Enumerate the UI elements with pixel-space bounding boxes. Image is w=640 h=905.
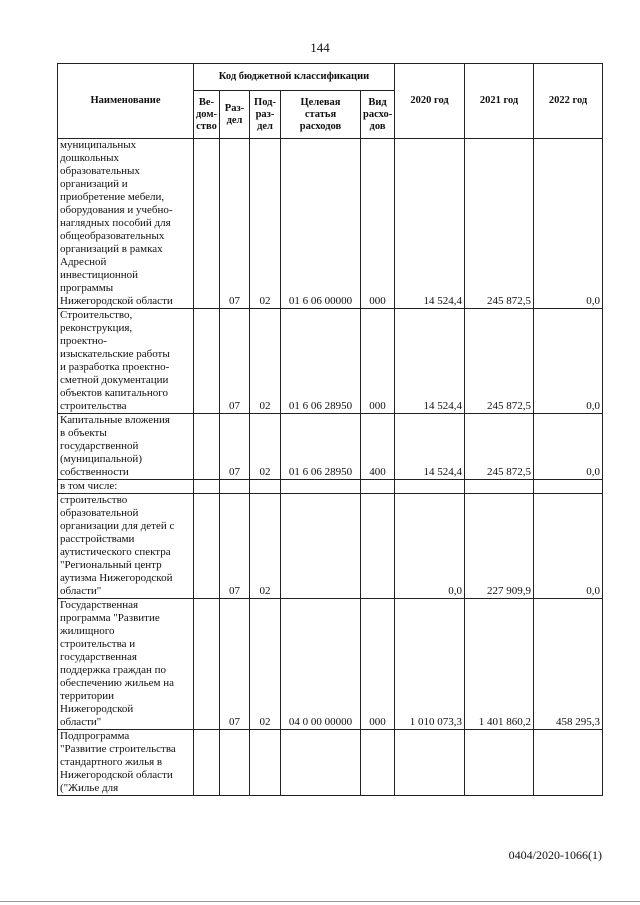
table-row xyxy=(58,309,603,414)
row-razdel xyxy=(220,730,250,796)
row-name: Строительство, реконструкция, проектно- изыскательские работы и разработка проектно- сметной документации объектов капитального строительства xyxy=(58,309,194,414)
row-podrazdel xyxy=(250,730,281,796)
table-row xyxy=(58,599,603,730)
row-target: 01 6 06 00000 xyxy=(281,139,361,309)
row-2021 xyxy=(465,730,534,796)
row-target: 04 0 00 00000 xyxy=(281,599,361,730)
row-vid xyxy=(361,480,395,494)
row-ved xyxy=(194,599,220,730)
row-2022 xyxy=(534,480,603,494)
row-podrazdel: 02 xyxy=(250,309,281,414)
row-ved xyxy=(194,139,220,309)
row-ved xyxy=(194,730,220,796)
row-2021: 245 872,5 xyxy=(465,414,534,480)
row-2022: 458 295,3 xyxy=(534,599,603,730)
row-target xyxy=(281,494,361,599)
row-2020: 14 524,4 xyxy=(395,139,465,309)
page-bottom-divider xyxy=(0,901,640,902)
row-name: Капитальные вложения в объекты государственной (муниципальной) собственности xyxy=(58,414,194,480)
row-razdel: 07 xyxy=(220,599,250,730)
header-budget-code: Код бюджетной классификации xyxy=(194,64,395,91)
header-2022: 2022 год xyxy=(534,64,603,139)
row-target: 01 6 06 28950 xyxy=(281,309,361,414)
header-name: Наименование xyxy=(58,64,194,139)
header-2020: 2020 год xyxy=(395,64,465,139)
row-razdel: 07 xyxy=(220,414,250,480)
table-row xyxy=(58,730,603,796)
row-razdel: 07 xyxy=(220,139,250,309)
header-2021: 2021 год xyxy=(465,64,534,139)
header-vedomstvo: Ве- дом- ство xyxy=(194,91,220,139)
row-name: муниципальных дошкольных образовательных организаций и приобретение мебели, оборудования и учебно- наглядных пособий для общеобразовательных организаций в рамках Адресной инвестиционной программы Нижегородской области xyxy=(58,139,194,309)
row-vid xyxy=(361,494,395,599)
row-podrazdel: 02 xyxy=(250,494,281,599)
row-2021: 227 909,9 xyxy=(465,494,534,599)
page-number: 144 xyxy=(310,40,330,55)
row-vid: 000 xyxy=(361,139,395,309)
row-razdel: 07 xyxy=(220,309,250,414)
row-name: Подпрограмма "Развитие строительства стандартного жилья в Нижегородской области ("Жилье для xyxy=(58,730,194,796)
row-2021 xyxy=(465,480,534,494)
row-name: Государственная программа "Развитие жилищного строительства и государственная поддержка граждан по обеспечению жильем на территории Нижегородской области" xyxy=(58,599,194,730)
row-podrazdel xyxy=(250,480,281,494)
header-target: Целевая статья расходов xyxy=(281,91,361,139)
row-podrazdel: 02 xyxy=(250,139,281,309)
table-row xyxy=(58,480,603,494)
row-2020: 14 524,4 xyxy=(395,414,465,480)
row-2022: 0,0 xyxy=(534,414,603,480)
row-2022: 0,0 xyxy=(534,139,603,309)
row-2022 xyxy=(534,730,603,796)
row-ved xyxy=(194,494,220,599)
row-2020 xyxy=(395,730,465,796)
row-razdel: 07 xyxy=(220,494,250,599)
row-2022: 0,0 xyxy=(534,494,603,599)
row-name: в том числе: xyxy=(58,480,194,494)
row-vid: 400 xyxy=(361,414,395,480)
row-2020: 1 010 073,3 xyxy=(395,599,465,730)
row-2020: 14 524,4 xyxy=(395,309,465,414)
row-2021: 245 872,5 xyxy=(465,139,534,309)
row-vid xyxy=(361,730,395,796)
row-vid: 000 xyxy=(361,599,395,730)
table-row xyxy=(58,139,603,309)
row-vid: 000 xyxy=(361,309,395,414)
row-2021: 1 401 860,2 xyxy=(465,599,534,730)
row-razdel xyxy=(220,480,250,494)
row-podrazdel: 02 xyxy=(250,599,281,730)
row-target xyxy=(281,480,361,494)
header-podrazdel: Под- раз- дел xyxy=(250,91,281,139)
row-target: 01 6 06 28950 xyxy=(281,414,361,480)
row-2021: 245 872,5 xyxy=(465,309,534,414)
row-2020: 0,0 xyxy=(395,494,465,599)
header-vid: Вид расхо- дов xyxy=(361,91,395,139)
table-row xyxy=(58,494,603,599)
row-ved xyxy=(194,309,220,414)
row-name: строительство образовательной организации для детей с расстройствами аутистического спектра "Региональный центр аутизма Нижегородской области" xyxy=(58,494,194,599)
header-razdel: Раз- дел xyxy=(220,91,250,139)
row-2022: 0,0 xyxy=(534,309,603,414)
row-ved xyxy=(194,414,220,480)
table-row xyxy=(58,414,603,480)
row-ved xyxy=(194,480,220,494)
row-podrazdel: 02 xyxy=(250,414,281,480)
row-target xyxy=(281,730,361,796)
budget-table xyxy=(57,63,603,796)
row-2020 xyxy=(395,480,465,494)
document-code: 0404/2020-1066(1) xyxy=(508,848,602,862)
